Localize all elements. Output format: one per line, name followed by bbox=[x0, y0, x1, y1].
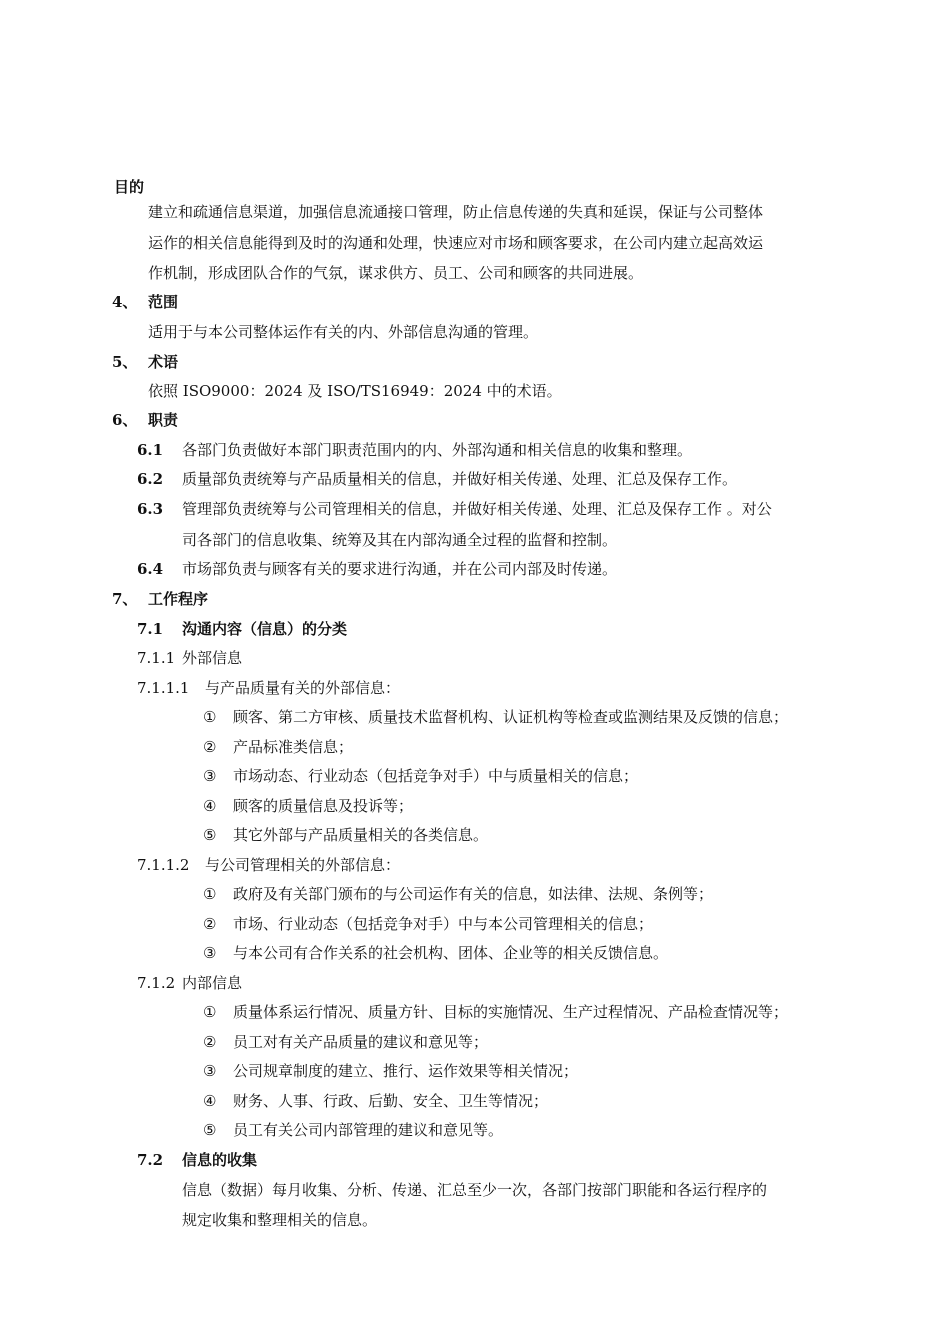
list-item-marker: ④ bbox=[203, 797, 217, 815]
section-7-2-line-1: 信息（数据）每月收集、分析、传递、汇总至少一次，各部门按部门职能和各运行程序的 bbox=[182, 1181, 768, 1199]
section-duties-number: 6、 bbox=[112, 411, 138, 429]
duty-6-4-text: 市场部负责与顾客有关的要求进行沟通，并在公司内部及时传递。 bbox=[182, 560, 618, 578]
subsection-7-1-1-heading: 外部信息 bbox=[182, 649, 243, 667]
subsection-7-1-1-1-heading: 与产品质量有关的外部信息： bbox=[205, 679, 401, 697]
duty-6-1-text: 各部门负责做好本部门职责范围内的内、外部沟通和相关信息的收集和整理。 bbox=[182, 441, 693, 459]
section-scope-number: 4、 bbox=[112, 293, 138, 311]
list-item-marker: ③ bbox=[203, 1062, 217, 1080]
terms-text: 依照 ISO9000：2024 及 ISO/TS16949：2024 中的术语。 bbox=[148, 382, 562, 400]
subsection-7-1-2-heading: 内部信息 bbox=[182, 974, 243, 992]
duty-6-1-number: 6.1 bbox=[137, 441, 164, 459]
list-item: 产品标准类信息； bbox=[233, 738, 354, 756]
list-item-marker: ③ bbox=[203, 767, 217, 785]
subsection-7-1-number: 7.1 bbox=[137, 620, 164, 638]
section-procedure-heading: 工作程序 bbox=[148, 590, 209, 608]
list-item-marker: ② bbox=[203, 738, 217, 756]
list-item: 市场动态、行业动态（包括竞争对手）中与质量相关的信息； bbox=[233, 767, 639, 785]
list-item-marker: ⑤ bbox=[203, 1121, 217, 1139]
list-item: 财务、人事、行政、后勤、安全、卫生等情况； bbox=[233, 1092, 549, 1110]
section-duties-heading: 职责 bbox=[148, 411, 179, 429]
list-item-marker: ② bbox=[203, 1033, 217, 1051]
purpose-line-3: 作机制，形成团队合作的气氛，谋求供方、员工、公司和顾客的共同进展。 bbox=[148, 264, 644, 282]
list-item: 其它外部与产品质量相关的各类信息。 bbox=[233, 826, 489, 844]
scope-text: 适用于与本公司整体运作有关的内、外部信息沟通的管理。 bbox=[148, 323, 539, 341]
list-item: 质量体系运行情况、质量方针、目标的实施情况、生产过程情况、产品检查情况等； bbox=[233, 1003, 789, 1021]
section-procedure-number: 7、 bbox=[112, 590, 138, 608]
section-terms-number: 5、 bbox=[112, 353, 138, 371]
section-7-2-line-2: 规定收集和整理相关的信息。 bbox=[182, 1211, 378, 1229]
list-item: 顾客、第二方审核、质量技术监督机构、认证机构等检查或监测结果及反馈的信息； bbox=[233, 708, 789, 726]
list-item-marker: ① bbox=[203, 885, 217, 903]
list-item: 员工有关公司内部管理的建议和意见等。 bbox=[233, 1121, 504, 1139]
duty-6-4-number: 6.4 bbox=[137, 560, 164, 578]
duty-6-2-text: 质量部负责统筹与产品质量相关的信息，并做好相关传递、处理、汇总及保存工作。 bbox=[182, 470, 738, 488]
list-item: 市场、行业动态（包括竞争对手）中与本公司管理相关的信息； bbox=[233, 915, 654, 933]
duty-6-3-text: 管理部负责统筹与公司管理相关的信息，并做好相关传递、处理、汇总及保存工作 。对公 bbox=[182, 500, 772, 518]
purpose-line-2: 运作的相关信息能得到及时的沟通和处理，快速应对市场和顾客要求，在公司内建立起高效运 bbox=[148, 234, 764, 252]
subsection-7-2-number: 7.2 bbox=[137, 1151, 164, 1169]
duty-6-3-continuation: 司各部门的信息收集、统筹及其在内部沟通全过程的监督和控制。 bbox=[182, 531, 618, 549]
list-item-marker: ① bbox=[203, 708, 217, 726]
section-scope-heading: 范围 bbox=[148, 293, 179, 311]
subsection-7-2-heading: 信息的收集 bbox=[182, 1151, 258, 1169]
subsection-7-1-heading: 沟通内容（信息）的分类 bbox=[182, 620, 348, 638]
section-terms-heading: 术语 bbox=[148, 353, 179, 371]
purpose-line-1: 建立和疏通信息渠道，加强信息流通接口管理，防止信息传递的失真和延误，保证与公司整体 bbox=[148, 203, 764, 221]
list-item-marker: ⑤ bbox=[203, 826, 217, 844]
subsection-7-1-2-number: 7.1.2 bbox=[137, 974, 176, 992]
subsection-7-1-1-1-number: 7.1.1.1 bbox=[137, 679, 190, 697]
subsection-7-1-1-2-number: 7.1.1.2 bbox=[137, 856, 190, 874]
list-item: 顾客的质量信息及投诉等； bbox=[233, 797, 414, 815]
section-purpose-heading: 目的 bbox=[114, 178, 145, 196]
list-item-marker: ② bbox=[203, 915, 217, 933]
list-item: 与本公司有合作关系的社会机构、团体、企业等的相关反馈信息。 bbox=[233, 944, 669, 962]
list-item-marker: ④ bbox=[203, 1092, 217, 1110]
subsection-7-1-1-number: 7.1.1 bbox=[137, 649, 176, 667]
list-item: 员工对有关产品质量的建议和意见等； bbox=[233, 1033, 489, 1051]
list-item-marker: ① bbox=[203, 1003, 217, 1021]
list-item: 公司规章制度的建立、推行、运作效果等相关情况； bbox=[233, 1062, 579, 1080]
subsection-7-1-1-2-heading: 与公司管理相关的外部信息： bbox=[205, 856, 401, 874]
duty-6-2-number: 6.2 bbox=[137, 470, 164, 488]
list-item-marker: ③ bbox=[203, 944, 217, 962]
list-item: 政府及有关部门颁布的与公司运作有关的信息，如法律、法规、条例等； bbox=[233, 885, 714, 903]
duty-6-3-number: 6.3 bbox=[137, 500, 164, 518]
